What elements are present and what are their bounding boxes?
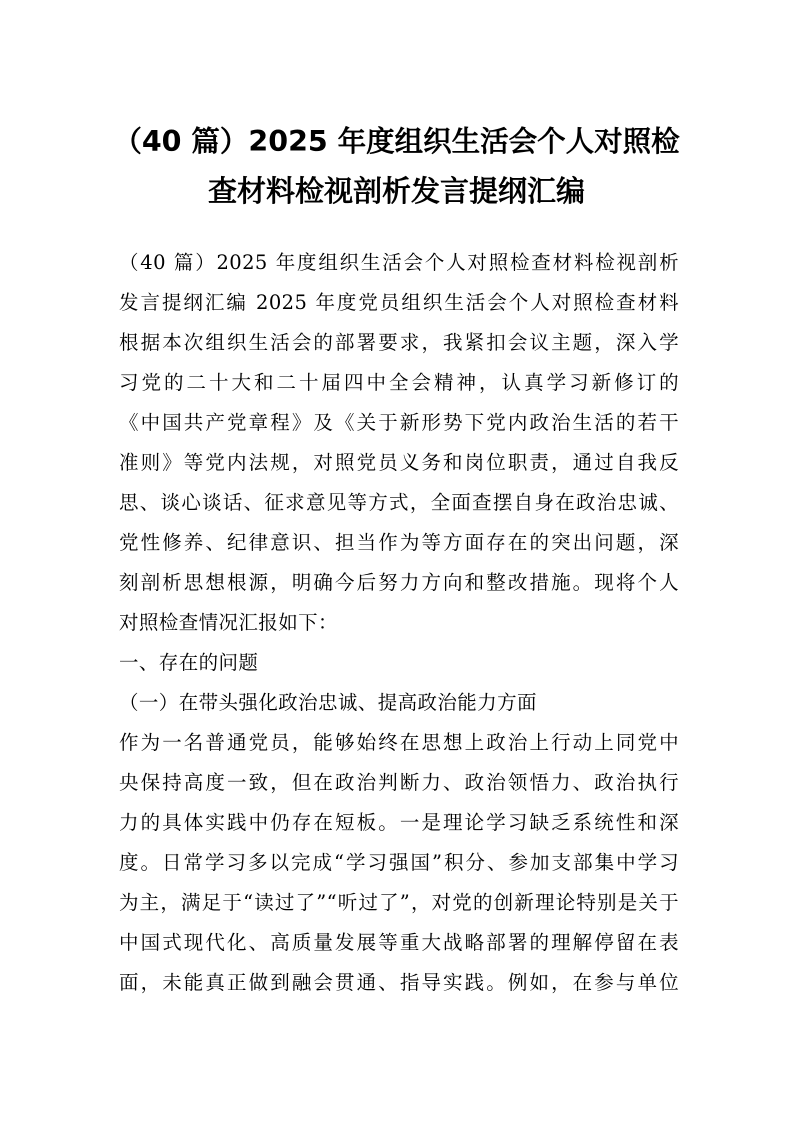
subsection-heading: （一）在带头强化政治忠诚、提高政治能力方面 [119,691,537,714]
body-line: 度。日常学习多以完成“学习强国”积分、参加支部集中学习 [119,851,679,874]
body-line: 刻剖析思想根源，明确今后努力方向和整改措施。现将个人 [119,571,679,594]
body-line: 根据本次组织生活会的部署要求，我紧扣会议主题，深入学 [119,331,679,354]
body-line: 中国式现代化、高质量发展等重大战略部署的理解停留在表 [119,931,679,954]
body-line: 准则》等党内法规，对照党员义务和岗位职责，通过自我反 [119,451,679,474]
body-line: 为主，满足于“读过了”“听过了”，对党的创新理论特别是关于 [119,891,679,914]
body-line: （40 篇）2025 年度组织生活会个人对照检查材料检视剖析 [119,251,679,274]
document-title-line-2: 查材料检视剖析发言提纲汇编 [207,174,585,208]
document-title-line-1: （40 篇）2025 年度组织生活会个人对照检 [113,125,680,158]
body-line: 发言提纲汇编 2025 年度党员组织生活会个人对照检查材料 [119,291,679,314]
section-heading: 一、存在的问题 [119,651,259,674]
body-line: 《中国共产党章程》及《关于新形势下党内政治生活的若干 [119,411,679,434]
body-line: 央保持高度一致，但在政治判断力、政治领悟力、政治执行 [119,771,679,794]
body-line: 习党的二十大和二十届四中全会精神，认真学习新修订的 [119,371,679,394]
body-line: 力的具体实践中仍存在短板。一是理论学习缺乏系统性和深 [119,811,679,834]
body-line: 思、谈心谈话、征求意见等方式，全面查摆自身在政治忠诚、 [119,491,679,514]
body-line: 对照检查情况汇报如下： [119,611,338,634]
body-line: 作为一名普通党员，能够始终在思想上政治上行动上同党中 [119,731,679,754]
body-line: 党性修养、纪律意识、担当作为等方面存在的突出问题，深 [119,531,679,554]
body-line: 面，未能真正做到融会贯通、指导实践。例如，在参与单位 [119,971,679,994]
